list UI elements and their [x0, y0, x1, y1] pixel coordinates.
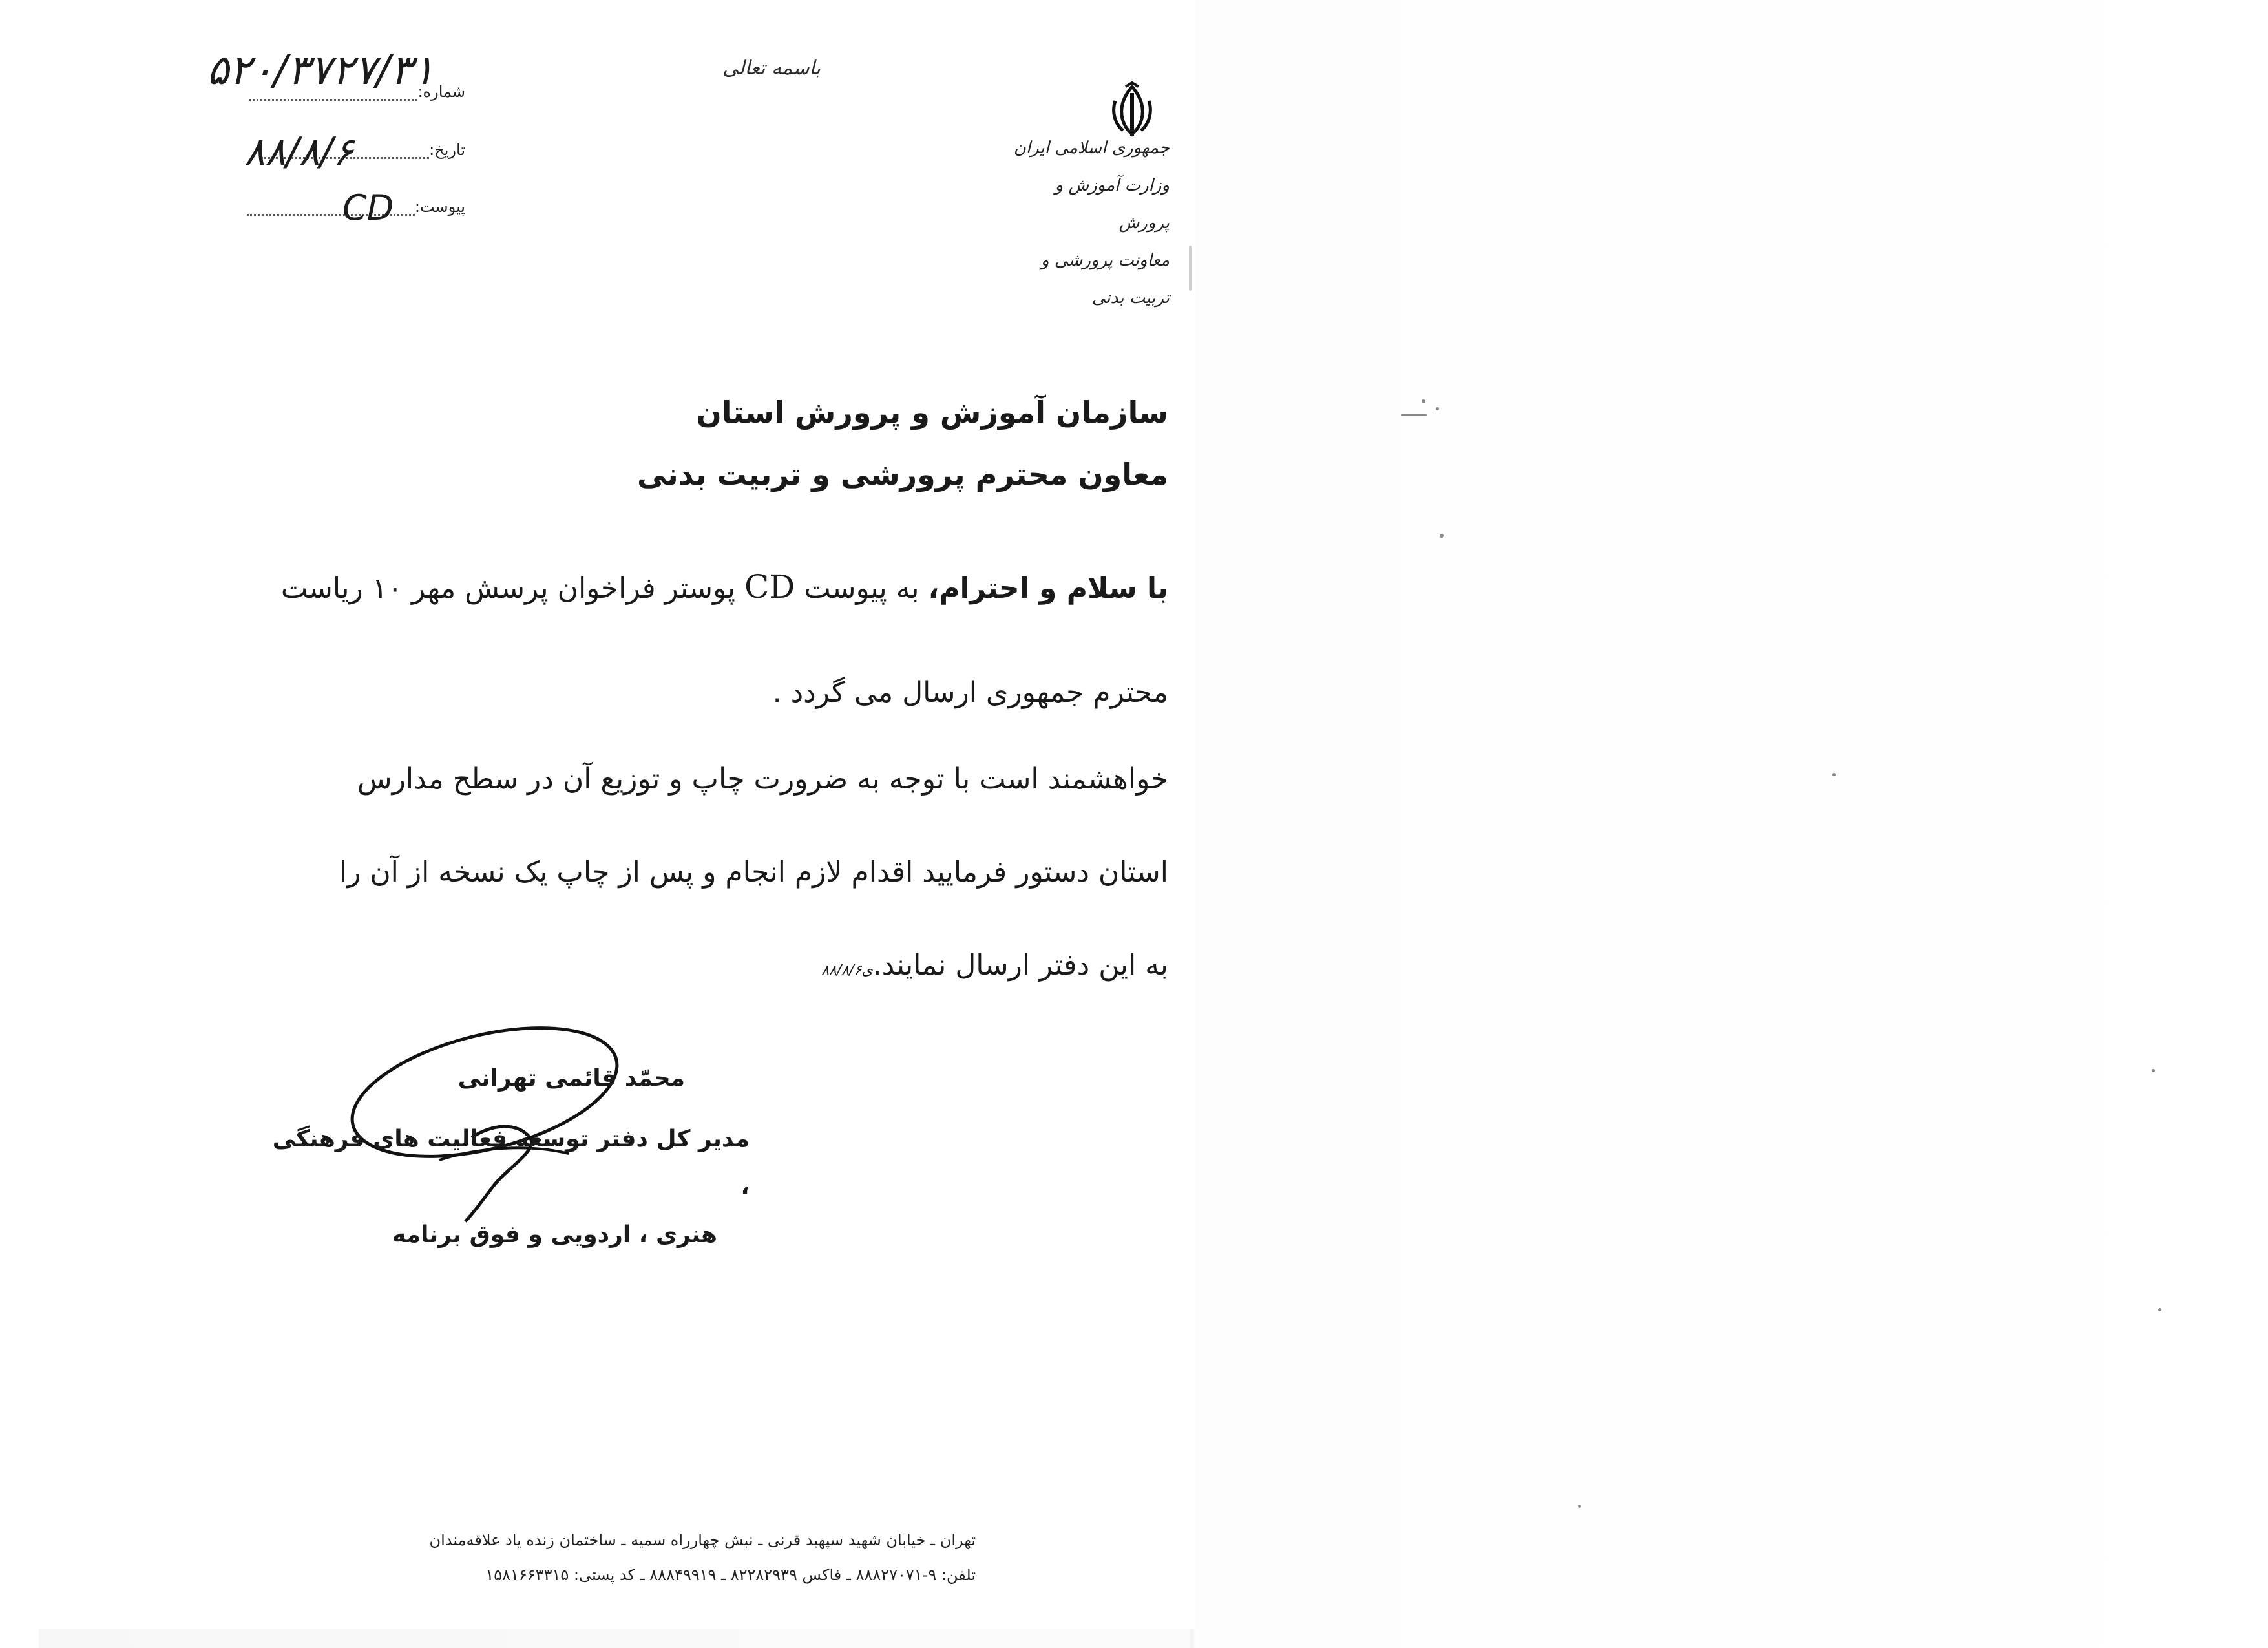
signatory-title-line-1: مدیر کل دفتر توسعه فعالیت های فرهنگی ،: [272, 1126, 750, 1200]
number-label: شماره:: [417, 83, 465, 101]
footer: [330, 1523, 976, 1592]
recipient-title: معاون محترم پرورشی و تربیت بدنی: [636, 457, 1168, 492]
footer-contact: تلفن: ۹-۸۸۸۲۷۰۷۱ ـ فاکس ۸۲۲۸۲۹۳۹ ـ ۸۸۸۴۹۹۱۹ ـ کد پستی: ۱۵۸۱۶۶۳۳۱۵: [485, 1566, 976, 1584]
attachment-label: پیوست:: [414, 198, 465, 216]
ministry-line-country: جمهوری اسلامی ایران: [1013, 138, 1170, 158]
bismillah: باسمه تعالی: [722, 57, 821, 79]
signatory-title: [265, 1115, 750, 1259]
recipient-org: سازمان آموزش و پرورش استان: [696, 395, 1168, 430]
ministry-header: [1002, 129, 1170, 317]
date-handwritten: ۸۸/۸/۶: [244, 129, 354, 174]
body-line-2: محترم جمهوری ارسال می گردد .: [772, 676, 1168, 709]
greeting: با سلام و احترام،: [928, 572, 1168, 605]
signatory-title-line-2: هنری ، اردویی و فوق برنامه: [392, 1221, 717, 1248]
body-line-1: [280, 568, 1168, 607]
ministry-line-ministry: وزارت آموزش و پرورش: [1055, 176, 1170, 233]
body-cd: CD: [744, 568, 795, 606]
body-line-4: استان دستور فرمایید اقدام لازم انجام و پس از چاپ یک نسخه از آن را: [339, 856, 1168, 889]
body-ref-note: ی۸۸/۸/۶: [821, 962, 873, 978]
recipient-block: [522, 381, 1168, 505]
footer-address: تهران ـ خیابان شهید سپهبد قرنی ـ نبش چهارراه سمیه ـ ساختمان زنده یاد علاقه‌مندان: [429, 1531, 976, 1549]
body-line-1-b: پوستر فراخوان پرسش مهر ۱۰ ریاست: [280, 572, 736, 605]
body-line-1-a: به پیوست: [804, 572, 919, 605]
attachment-handwritten: CD: [342, 187, 394, 228]
body-line-5-text: به این دفتر ارسال نمایند.: [872, 949, 1168, 982]
attachment-row: [194, 198, 465, 216]
body-line-5: [283, 947, 1168, 989]
date-label: تاریخ:: [429, 141, 465, 159]
signatory-name: محمّد قائمی تهرانی: [457, 1065, 685, 1092]
number-handwritten: ۵۲۰/۳۷۲۷/۳۱: [207, 47, 435, 94]
ministry-line-deputy: معاونت پرورشی و تربیت بدنی: [1041, 251, 1170, 308]
body-line-3: خواهشمند است با توجه به ضرورت چاپ و توزیع آن در سطح مدارس: [357, 763, 1168, 796]
